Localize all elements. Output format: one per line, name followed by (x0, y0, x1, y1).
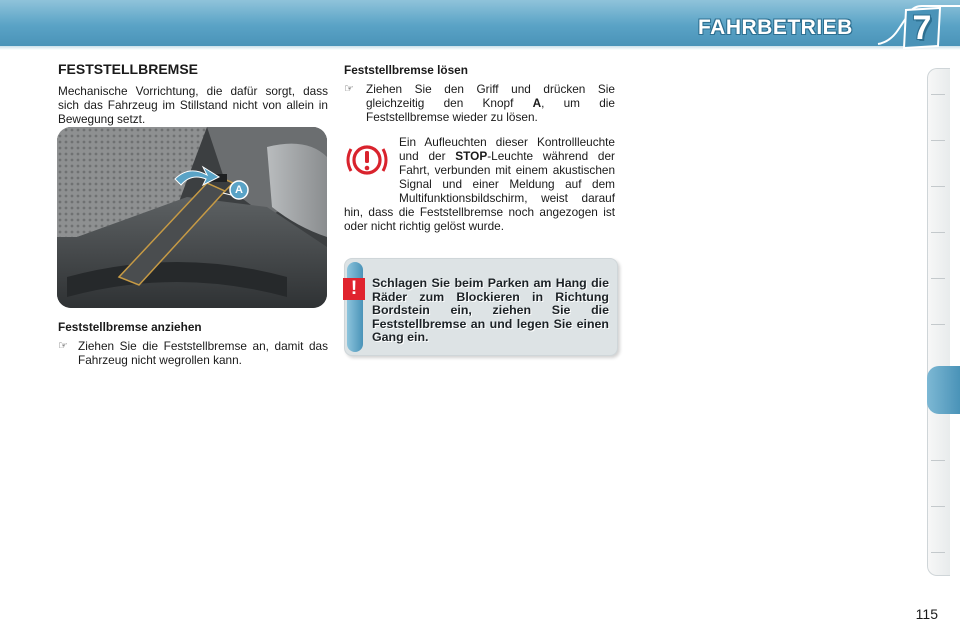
release-bullet (344, 82, 615, 124)
tab-divider (931, 94, 945, 95)
release-text-end: , um die Feststellbremse wieder zu lösen. (366, 96, 615, 124)
button-a-reference: A (532, 96, 542, 110)
apply-heading: Feststellbremse anziehen (58, 320, 202, 334)
apply-bullet-text: Ziehen Sie die Feststellbremse an, damit das Fahrzeug nicht wegrollen kann. (78, 339, 328, 367)
pointing-hand-icon: ☞ (58, 340, 68, 352)
apply-bullet (58, 339, 328, 367)
release-bullet-text (366, 82, 615, 124)
chapter-title: FAHRBETRIEB (698, 16, 853, 39)
exclamation-icon: ! (343, 278, 365, 300)
tab-divider (931, 140, 945, 141)
note-text-end: -Leuchte während der Fahrt, verbunden mit einem akustischen Signal und einer Meldung auf dem Multifunktionsbildschirm, weist darauf hin, dass die Feststellbremse noch angezogen ist oder nicht richtig gelöst wurde. (344, 149, 615, 233)
header-shadow (0, 46, 960, 50)
warning-lamp-note (344, 135, 615, 233)
intro-paragraph: Mechanische Vorrichtung, die dafür sorgt, dass sich das Fahrzeug im Stillstand nicht von allein in Bewegung setzt. (58, 84, 328, 126)
release-text-start: Ziehen Sie den Griff und drücken Sie gleichzeitig den Knopf (366, 82, 615, 110)
chapter-tab-active[interactable] (927, 366, 960, 414)
note-text-start: Ein Aufleuchten dieser Kontrollleuchte und der (399, 135, 615, 163)
tab-divider (931, 232, 945, 233)
section-title: FESTSTELLBREMSE (58, 61, 199, 77)
warning-text: Schlagen Sie beim Parken am Hang die Räder zum Blockieren in Richtung Bordstein ein, ziehen Sie die Feststellbremse an und legen Sie einen Gang ein. (372, 276, 609, 345)
photo-label-a: A (235, 184, 243, 196)
tab-divider (931, 186, 945, 187)
stop-lamp-label: STOP (455, 149, 488, 163)
parking-brake-photo (57, 127, 327, 308)
page-number: 115 (915, 606, 938, 622)
tab-divider (931, 278, 945, 279)
tab-divider (931, 506, 945, 507)
warning-box-rail (347, 262, 363, 352)
tab-divider (931, 552, 945, 553)
tab-divider (931, 460, 945, 461)
chapter-number: 7 (912, 9, 932, 47)
chapter-tab-strip (927, 68, 950, 576)
tab-divider (931, 324, 945, 325)
release-heading: Feststellbremse lösen (344, 63, 468, 77)
pointing-hand-icon: ☞ (344, 83, 354, 95)
